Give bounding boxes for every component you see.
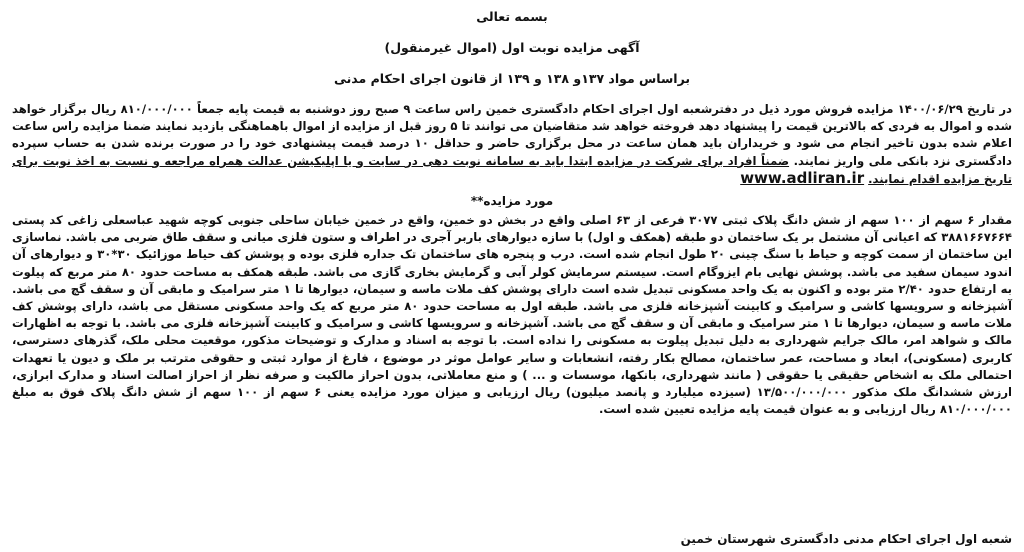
legal-basis-heading: براساس مواد ۱۳۷و ۱۳۸ و ۱۳۹ از قانون اجرای احکام مدنی (333, 71, 691, 86)
invocation-heading: بسمه تعالی (476, 9, 548, 24)
intro-text: در تاریخ ۱۴۰۰/۰۶/۲۹ مزایده فروش مورد ذیل در دفترشعبه اول اجرای احکام دادگستری خمین راس ساعت ۹ صبح روز دوشنبه به قیمت پایه جمعاً ۸۱۰/۰۰۰/۰۰۰ ریال برگزار خواهد شده و اموال به فردی که بالاترین قیمت را پیشنهاد دهد فروخته خواهد شد متقاضیان می توانند تا ۵ روز قبل از مزایده از اموال باهماهنگی بازدید نمایند ضمنا مزایده راس ساعت اعلام شده بدون تاخیر انجام می شود و خریداران باید همان ساعت در محل برگزاری حاضر و حداقل ۱۰ درصد قیمت پیشنهادی خود را در صورت برنده شدن به حساب سپرده دادگستری نزد بانکی ملی واریز نمایند. (12, 102, 1012, 168)
property-description: مقدار ۶ سهم از ۱۰۰ سهم از شش دانگ پلاک ثبتی ۳۰۷۷ فرعی از ۶۳ اصلی واقع در بخش دو خمین، واقع در خمین خیابان ساحلی جنوبی کوچه شهید عباسعلی زاغی کد پستی ۳۸۸۱۶۶۷۶۶۴ که اعیانی آن مشتمل بر یک ساختمان دو طبقه (همکف و اول) با سازه دیوارهای باربر آجری در اطراف و ستون فلزی میانی و سقف طاق ضربی می باشد. نماسازی این ساختمان از سمت کوچه و حیاط با سنگ چینی ۲۰ طول انجام شده است. درب و پنجره های ساختمان تک جداره فلزی بوده و پوشش کف حیاط موزائیک ۳۰*۳۰ و دیوارهای آن اندود سیمان سفید می باشد. پوشش نهایی بام ایزوگام است. سیستم سرمایش کولر آبی و گرمایش بخاری گازی می باشد. طبقه همکف به مساحت حدود ۸۰ متر مربع که پیلوت به ارتفاع حدود ۲/۴۰ متر بوده و اکنون به یک واحد مسکونی تبدیل شده است دارای پوشش کف ملات ماسه و سیمان، دیوارها تا ۱ متر سرامیک و مابقی آن و سقف گچ می باشد. آشپزخانه و سرویسها کاشی و سرامیک و کابینت آشپزخانه فلزی می باشد. طبقه اول به مساحت حدود ۸۰ متر مربع که یک واحد مسکونی مستقل می باشد، دارای پوشش کف ملات ماسه و سیمان، دیوارها تا ۱ متر سرامیک و مابقی آن و سقف گچ می باشد. آشپزخانه و سرویسها کاشی و سرامیک و کابینت آشپزخانه فلزی می باشد. با توجه به اظهارات مالک و شواهد امر، مالک جرایم شهرداری به دلیل تبدیل پیلوت به مسکونی را نداده است. با توجه به اسناد و مدارک و توضیحات مذکور، موقعیت محلی ملک، گذرهای دسترسی، کاربری (مسکونی)، ابعاد و مساحت، عمر ساختمان، مصالح بکار رفته، انشعابات و سایر عوامل موثر در موضوع ، فارغ از موارد ثبتی و حقوقی مترتب بر ملک و دیون یا تعهدات احتمالی ملک به اشخاص حقیقی یا حقوقی ( مانند شهرداری، بانکها، موسسات و ... ) و منع معاملاتی، بدون احراز مالکیت و صرفه نظر از احراز اصالت اسناد و مدارک ابرازی، ارزش ششدانگ ملک مذکور ۱۳/۵۰۰/۰۰۰/۰۰۰ (سیزده میلیارد و پانصد میلیون) ریال ارزیابی و میزان مورد مزایده یعنی ۶ سهم از ۱۰۰ سهم از شش دانگ پلاک فوق به مبلغ ۸۱۰/۰۰۰/۰۰۰ ریال ارزیابی و به عنوان قیمت پایه مزایده تعیین شده است. (12, 213, 1013, 417)
auction-item-heading: مورد مزایده** (470, 194, 554, 209)
website-link[interactable]: www.adliran.ir (740, 168, 865, 187)
issuing-authority-signature: شعبه اول اجرای احکام مدنی دادگستری شهرستان خمین (680, 532, 1012, 546)
intro-paragraph (12, 101, 1012, 188)
intro-underlined-text: ضمناً افراد برای شرکت در مزایده ابتدا باید به سامانه نوبت دهی در سایت و یا اپلیکیشن عدالت همراه مراجعه و نسبت به اخذ نوبت برای تاریخ مزایده اقدام نمایند. (12, 153, 1012, 186)
notice-title: آگهی مزایده نوبت اول (اموال غیرمنقول) (384, 40, 640, 55)
